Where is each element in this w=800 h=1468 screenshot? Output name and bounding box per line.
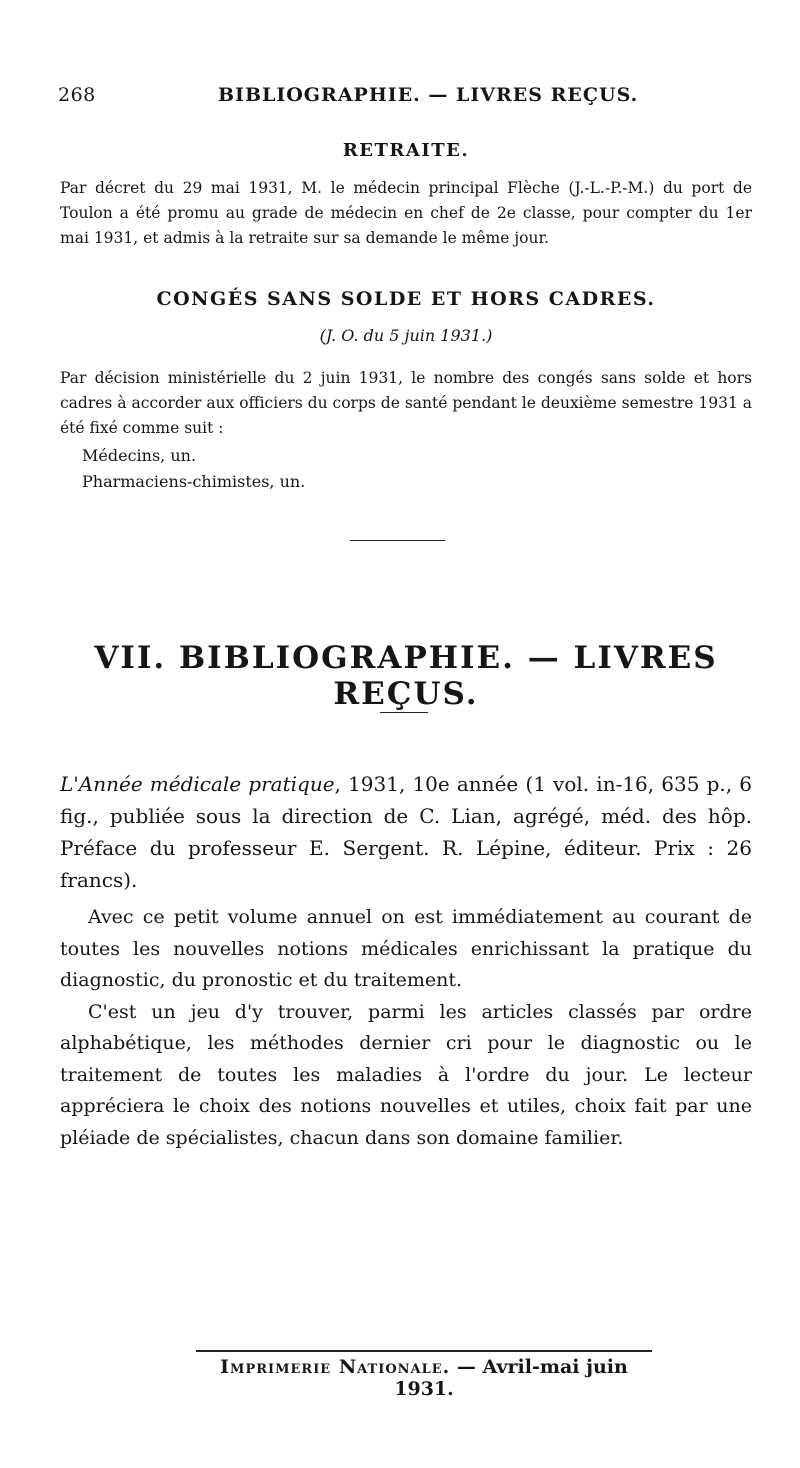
review-body (60, 902, 752, 1154)
review-paragraph: Avec ce petit volume annuel on est immédiatement au courant de toutes les nouvelles notions médicales enrichissant la pratique du diagnostic, du pronostic et du traitement. (60, 906, 752, 991)
page-number: 268 (58, 84, 96, 106)
book-details: , 1931, 10e année (1 vol. in-16, 635 p., 6 fig., publiée sous la direction de C. Lian, agrégé, méd. des hôp. Préface du professeur E. Sergent. R. Lépine, éditeur. Prix : 26 francs). (60, 772, 752, 892)
book-entry (60, 768, 752, 896)
review-paragraph: C'est un jeu d'y trouver, parmi les articles classés par ordre alphabétique, les méthodes dernier cri pour le diagnostic ou le traitement de toutes les maladies à l'ordre du jour. Le lecteur appréciera le choix des notions nouvelles et utiles, choix fait par une pléiade de spécialistes, chacun dans son domaine familier. (60, 1000, 752, 1149)
retraite-title: RETRAITE. (342, 140, 470, 161)
printer-name: Imprimerie Nationale. (220, 1356, 451, 1378)
book-title: L'Année médicale pratique (60, 772, 335, 796)
list-item: Pharmaciens-chimistes, un. (82, 472, 306, 491)
print-date: — Avril-mai juin 1931. (394, 1356, 628, 1400)
conges-title: CONGÉS SANS SOLDE ET HORS CADRES. (156, 288, 656, 310)
running-title: BIBLIOGRAPHIE. — LIVRES REÇUS. (218, 84, 639, 106)
section-title: VII. BIBLIOGRAPHIE. — LIVRES REÇUS. (94, 640, 718, 712)
divider (350, 540, 445, 541)
conges-source: (J. O. du 5 juin 1931.) (319, 326, 493, 345)
printer-footer (196, 1356, 652, 1400)
conges-text: Par décision ministérielle du 2 juin 1931, le nombre des congés sans solde et hors cadres à accorder aux officiers du corps de santé pendant le deuxième semestre 1931 a été fixé comme suit : (60, 369, 752, 437)
divider (380, 712, 428, 713)
retraite-text: Par décret du 29 mai 1931, M. le médecin principal Flèche (J.-L.-P.-M.) du port de Toulon a été promu au grade de médecin en chef de 2e classe, pour compter du 1er mai 1931, et admis à la retraite sur sa demande le même jour. (60, 179, 752, 247)
list-item: Médecins, un. (82, 446, 197, 465)
footer-rule (196, 1350, 652, 1352)
